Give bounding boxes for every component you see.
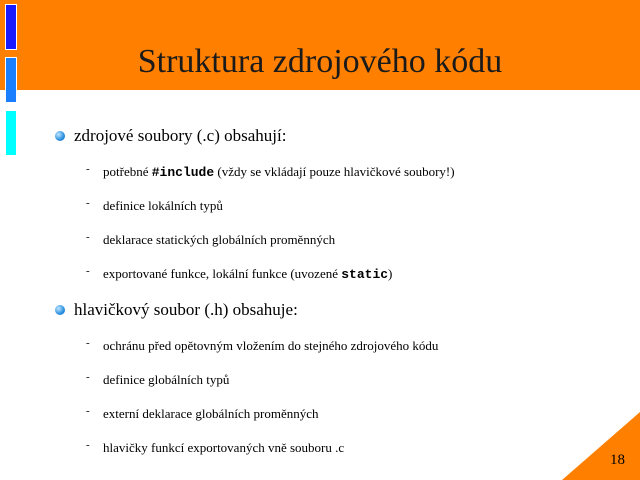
- item-text: definice lokálních typů: [103, 198, 223, 213]
- item-text: (vždy se vkládají pouze hlavičkové soubory!): [214, 164, 455, 179]
- code-static: static: [341, 267, 389, 282]
- dash-icon: -: [86, 439, 90, 451]
- dash-icon: -: [86, 231, 90, 243]
- corner-triangle: [562, 412, 640, 480]
- dash-icon: -: [86, 371, 90, 383]
- item-text: potřebné: [103, 164, 152, 179]
- dash-icon: -: [86, 265, 90, 277]
- code-include: #include: [151, 165, 215, 180]
- page-number: 18: [610, 452, 625, 468]
- item-text: deklarace statických globálních proměnných: [103, 232, 336, 247]
- slide-title: Struktura zdrojového kódu: [137, 43, 503, 80]
- item-text: ): [388, 266, 393, 281]
- dash-icon: -: [86, 163, 90, 175]
- dash-icon: -: [86, 405, 90, 417]
- dash-icon: -: [86, 337, 90, 349]
- item-text: exportované funkce, lokální funkce (uvozené: [103, 266, 342, 281]
- section-label: hlavičkový soubor (.h) obsahuje:: [74, 300, 298, 319]
- item-text: hlavičky funkcí exportovaných vně souboru .c: [103, 440, 345, 455]
- dash-icon: -: [86, 197, 90, 209]
- bullet-icon: [55, 305, 65, 315]
- bullet-icon: [55, 131, 65, 141]
- item-text: definice globálních typů: [103, 372, 230, 387]
- item-text: externí deklarace globálních proměnných: [103, 406, 319, 421]
- item-text: ochránu před opětovným vložením do stejného zdrojového kódu: [103, 338, 439, 353]
- section-label: zdrojové soubory (.c) obsahují:: [74, 126, 287, 145]
